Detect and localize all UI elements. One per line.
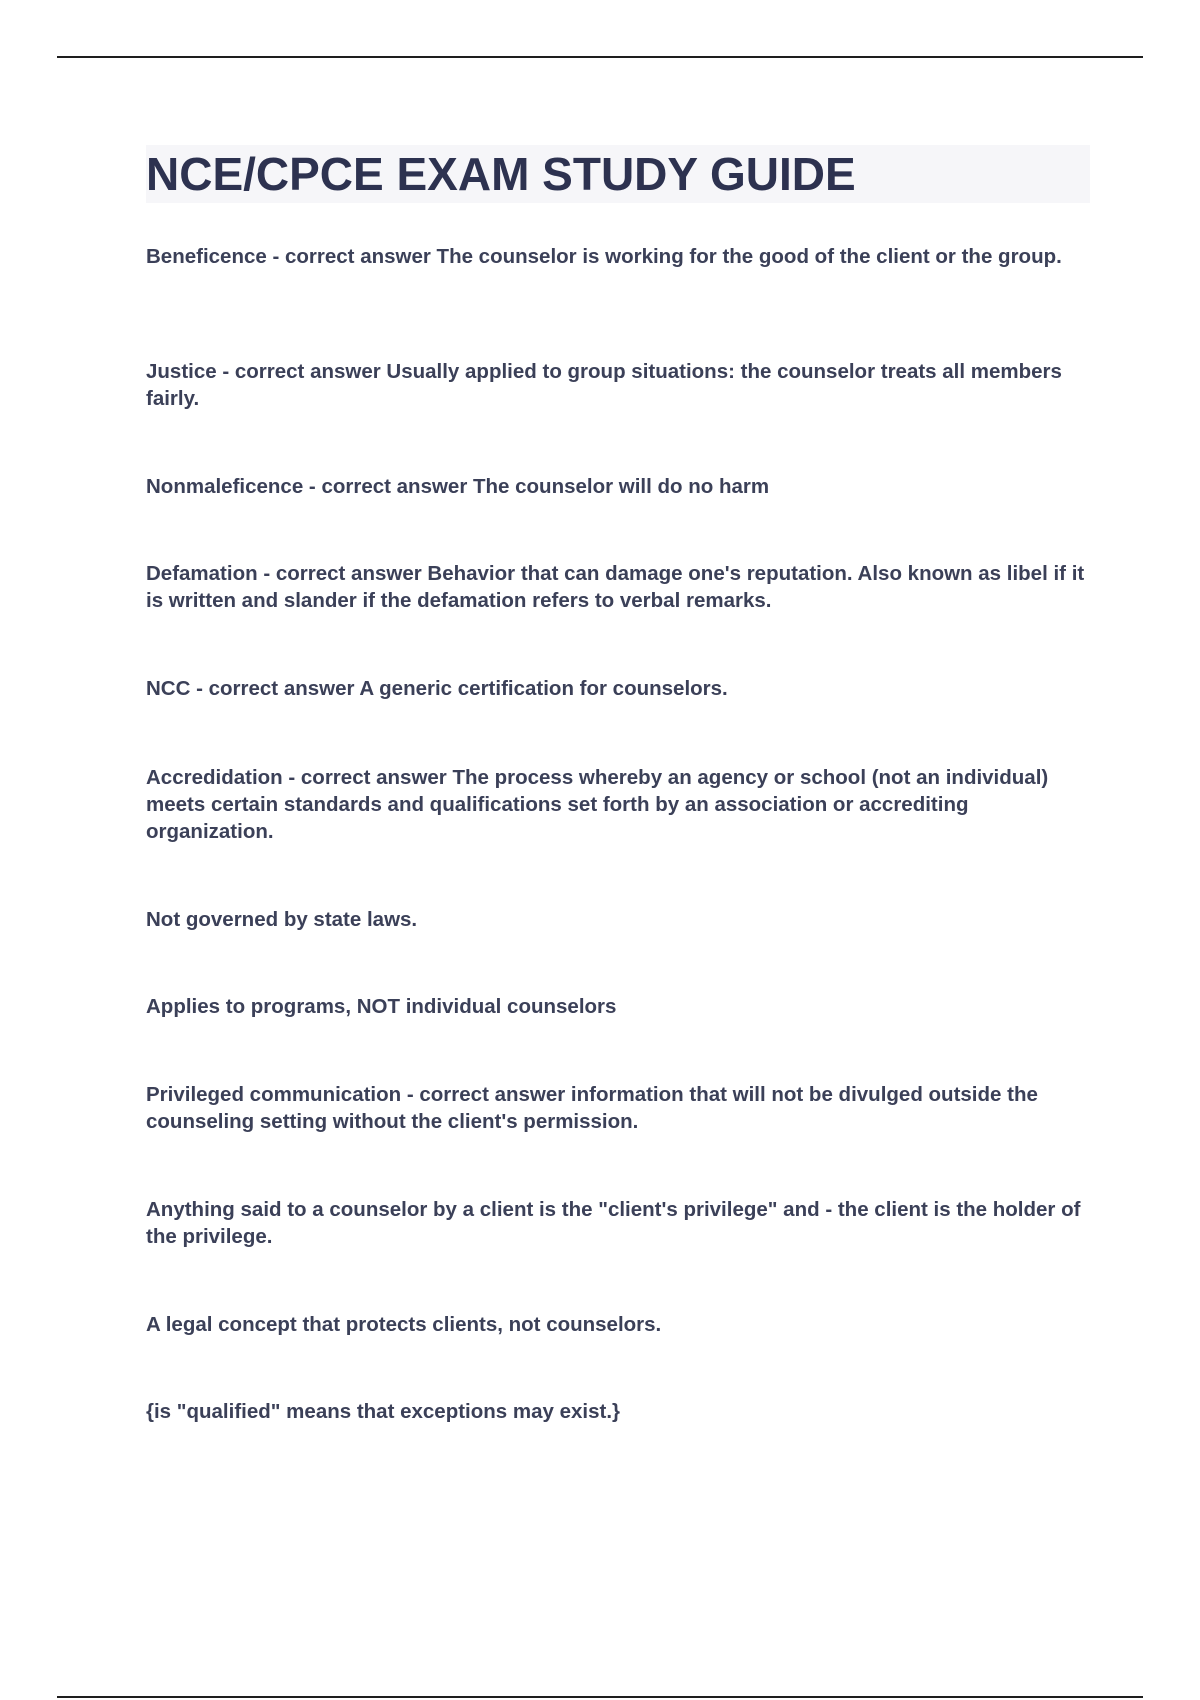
entry-beneficence: Beneficence - correct answer The counselor is working for the good of the client or the group. <box>146 245 1062 268</box>
entry-client-privilege: Anything said to a counselor by a client is the "client's privilege" and - the client is the holder of the privilege. <box>146 1198 1081 1248</box>
entry-ncc: NCC - correct answer A generic certification for counselors. <box>146 677 728 700</box>
document-title: NCE/CPCE EXAM STUDY GUIDE <box>146 148 856 200</box>
entry-accreditation: Accredidation - correct answer The process whereby an agency or school (not an individual) meets certain standards and qualifications set forth by an association or accrediting organization. <box>146 766 1049 843</box>
entry-nonmaleficence: Nonmaleficence - correct answer The counselor will do no harm <box>146 475 770 498</box>
entry-state-laws: Not governed by state laws. <box>146 908 418 931</box>
entry-justice: Justice - correct answer Usually applied to group situations: the counselor treats all members fairly. <box>146 360 1062 410</box>
entry-programs: Applies to programs, NOT individual counselors <box>146 995 617 1018</box>
top-rule <box>57 56 1143 58</box>
entry-legal-concept: A legal concept that protects clients, not counselors. <box>146 1313 662 1336</box>
bottom-rule <box>57 1696 1143 1698</box>
entry-qualified: {is "qualified" means that exceptions may exist.} <box>146 1400 621 1423</box>
entry-privileged-communication: Privileged communication - correct answer information that will not be divulged outside the counseling setting without the client's permission. <box>146 1083 1038 1133</box>
entry-defamation: Defamation - correct answer Behavior that can damage one's reputation. Also known as libel if it is written and slander if the defamation refers to verbal remarks. <box>146 562 1085 612</box>
